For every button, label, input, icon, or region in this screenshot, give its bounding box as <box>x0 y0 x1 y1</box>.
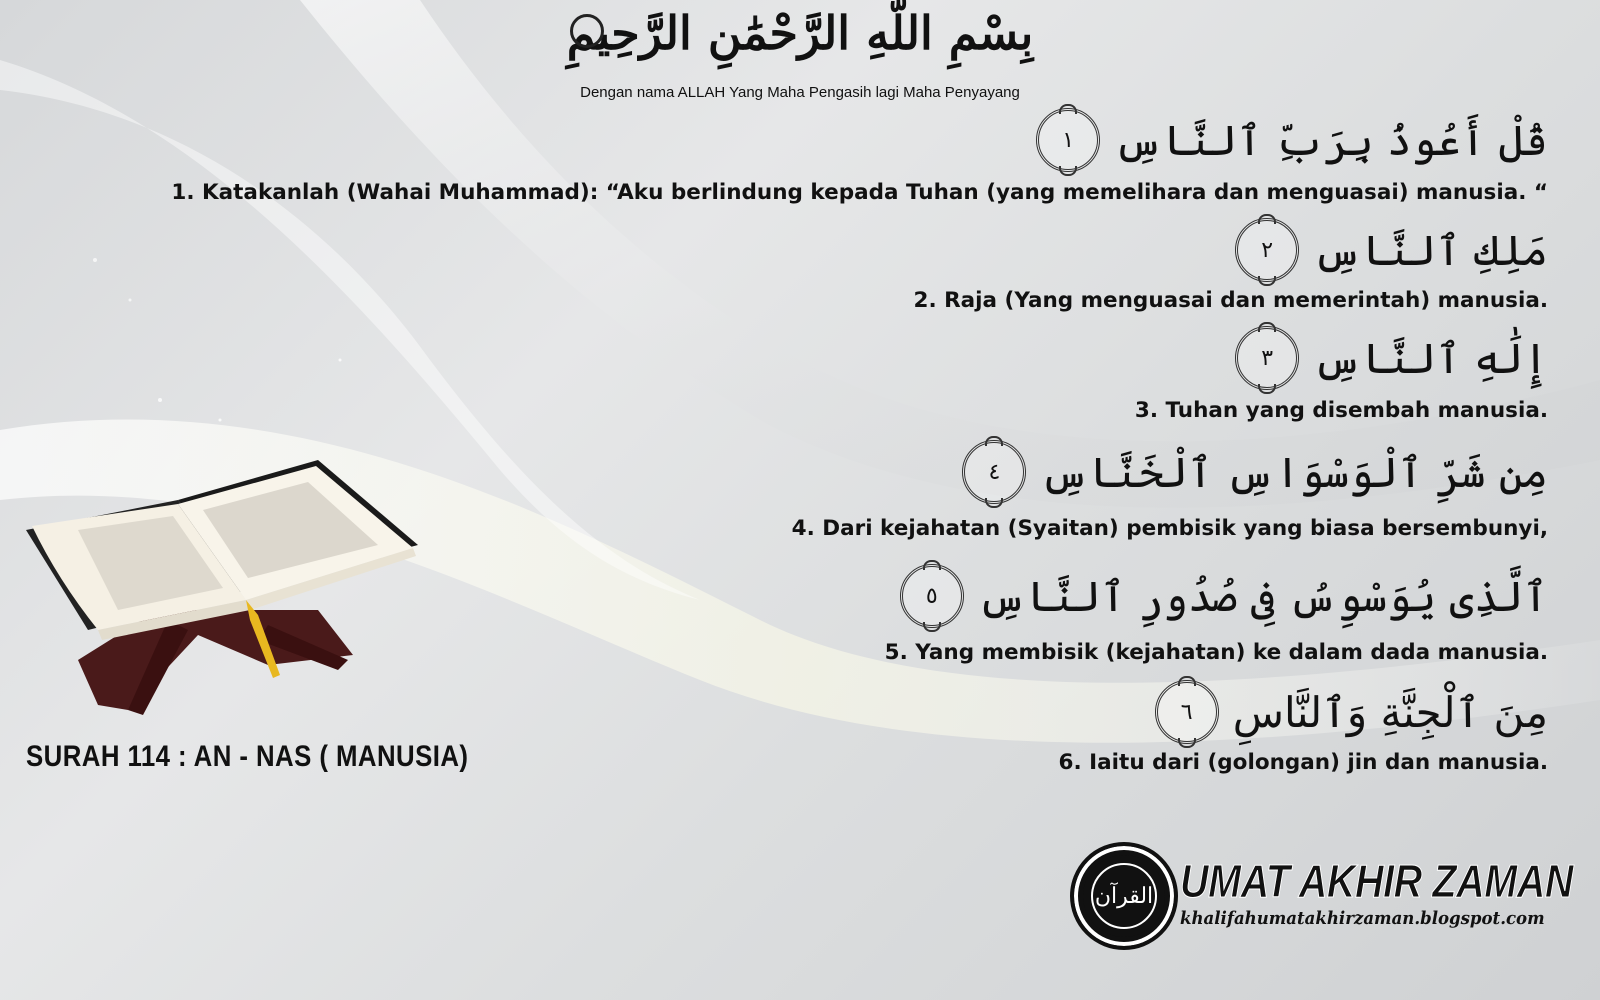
verse-2-translation: 2. Raja (Yang menguasai dan memerintah) manusia. <box>913 288 1548 313</box>
blog-logo-title: UMAT AKHIR ZAMAN <box>1180 855 1574 907</box>
quran-on-stand-icon <box>18 460 438 740</box>
ayah-marker-icon: ٥ <box>900 564 964 628</box>
verse-5-arabic-text: ٱلَّذِى يُوَسْوِسُ فِى صُدُورِ ٱلنَّاسِ <box>977 571 1548 621</box>
verse-2-arabic-text: مَلِكِ ٱلنَّاسِ <box>1313 225 1548 275</box>
ayah-marker-icon: ١ <box>1036 108 1100 172</box>
blog-logo-emblem <box>1070 842 1178 950</box>
quran-calligraphy-icon: القرآن <box>1091 863 1157 929</box>
blog-url[interactable]: khalifahumatakhirzaman.blogspot.com <box>1180 908 1545 929</box>
verse-1-arabic-text: قُلْ أَعُوذُ بِرَبِّ ٱلنَّاسِ <box>1114 115 1548 165</box>
verse-3-arabic-text: إِلَٰهِ ٱلنَّاسِ <box>1313 333 1548 383</box>
ayah-marker-icon: ٣ <box>1235 326 1299 390</box>
verse-3-translation: 3. Tuhan yang disembah manusia. <box>1134 398 1548 423</box>
verse-5-translation: 5. Yang membisik (kejahatan) ke dalam dada manusia. <box>884 640 1548 665</box>
ayah-marker-icon: ٢ <box>1235 218 1299 282</box>
ayah-marker-icon: ٤ <box>962 440 1026 504</box>
verse-5-arabic <box>900 564 1548 628</box>
verse-1-arabic <box>1036 108 1548 172</box>
ayah-marker-icon: ٦ <box>1155 680 1219 744</box>
verse-4-translation: 4. Dari kejahatan (Syaitan) pembisik yang biasa bersembunyi, <box>791 516 1548 541</box>
verse-1-translation: 1. Katakanlah (Wahai Muhammad): “Aku berlindung kepada Tuhan (yang memelihara dan menguasai) manusia. “ <box>171 180 1548 205</box>
verse-2-arabic <box>1235 218 1548 282</box>
verse-3-arabic <box>1235 326 1548 390</box>
surah-title: SURAH 114 : AN - NAS ( MANUSIA) <box>26 740 469 773</box>
verse-6-arabic <box>1155 680 1548 744</box>
bismillah-calligraphy: بِسْمِ اللَّهِ الرَّحْمَٰنِ الرَّحِيمِ <box>566 6 1034 60</box>
bismillah-translation: Dengan nama ALLAH Yang Maha Pengasih lagi Maha Penyayang <box>580 84 1020 101</box>
bismillah-ornament-icon <box>570 14 604 48</box>
verse-4-arabic <box>962 440 1548 504</box>
verse-6-translation: 6. Iaitu dari (golongan) jin dan manusia. <box>1058 750 1548 775</box>
verse-4-arabic-text: مِن شَرِّ ٱلْوَسْوَاسِ ٱلْخَنَّاسِ <box>1040 447 1548 497</box>
verse-6-arabic-text: مِنَ ٱلْجِنَّةِ وَٱلنَّاسِ <box>1232 687 1548 737</box>
